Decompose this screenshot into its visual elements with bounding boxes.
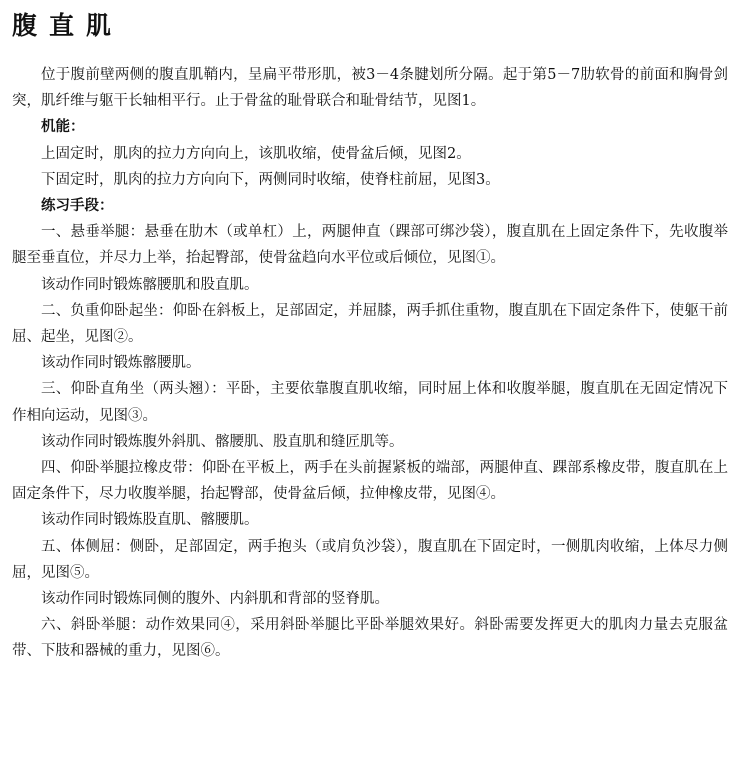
exercise-2-note: 该动作同时锻炼髂腰肌。 — [41, 355, 201, 372]
exercise-1-note: 该动作同时锻炼髂腰肌和股直肌。 — [41, 276, 259, 293]
function-heading: 机能： — [41, 119, 85, 136]
function-upper-paragraph: 上固定时，肌肉的拉力方向向上，该肌收缩，使骨盆后倾，见图2。 — [41, 145, 471, 162]
intro-paragraph: 位于腹前壁两侧的腹直肌鞘内，呈扁平带形肌，被3－4条腱划所分隔。起于第5－7肋软骨的前面和胸骨剑突，肌纤维与躯干长轴相平行。止于骨盆的耻骨联合和耻骨结节，见图1。 — [12, 67, 728, 110]
exercise-1-paragraph: 一、悬垂举腿：悬垂在肋木（或单杠）上，两腿伸直（踝部可绑沙袋），腹直肌在上固定条件下，先收腹举腿至垂直位，并尽力上举，抬起臀部，使骨盆趋向水平位或后倾位，见图①。 — [12, 224, 728, 267]
exercise-5-note: 该动作同时锻炼同侧的腹外、内斜肌和背部的竖脊肌。 — [41, 591, 389, 608]
document-body — [12, 62, 728, 665]
exercise-4-note: 该动作同时锻炼股直肌、髂腰肌。 — [41, 512, 259, 529]
exercise-5-paragraph: 五、体侧屈：侧卧，足部固定，两手抱头（或肩负沙袋），腹直肌在下固定时，一侧肌肉收缩，上体尽力侧屈，见图⑤。 — [12, 538, 728, 581]
exercise-6-paragraph: 六、斜卧举腿：动作效果同④，采用斜卧举腿比平卧举腿效果好。斜卧需要发挥更大的肌肉力量去克服盆带、下肢和器械的重力，见图⑥。 — [12, 617, 728, 660]
exercise-3-paragraph: 三、仰卧直角坐（两头翘）：平卧，主要依靠腹直肌收缩，同时屈上体和收腹举腿，腹直肌在无固定情况下作相向运动，见图③。 — [12, 381, 728, 424]
exercise-3-note: 该动作同时锻炼腹外斜肌、髂腰肌、股直肌和缝匠肌等。 — [41, 433, 404, 450]
exercise-heading: 练习手段： — [41, 198, 114, 215]
page-title: 腹直肌 — [12, 11, 124, 40]
function-lower-paragraph: 下固定时，肌肉的拉力方向向下，两侧同时收缩，使脊柱前屈，见图3。 — [41, 171, 500, 188]
exercise-2-paragraph: 二、负重仰卧起坐：仰卧在斜板上，足部固定，并屈膝，两手抓住重物，腹直肌在下固定条件下，使躯干前屈、起坐，见图②。 — [12, 302, 728, 346]
exercise-4-paragraph: 四、仰卧举腿拉橡皮带：仰卧在平板上，两手在头前握紧板的端部，两腿伸直、踝部系橡皮带，腹直肌在上固定条件下，尽力收腹举腿，抬起臀部，使骨盆后倾，拉伸橡皮带，见图④。 — [12, 460, 728, 503]
